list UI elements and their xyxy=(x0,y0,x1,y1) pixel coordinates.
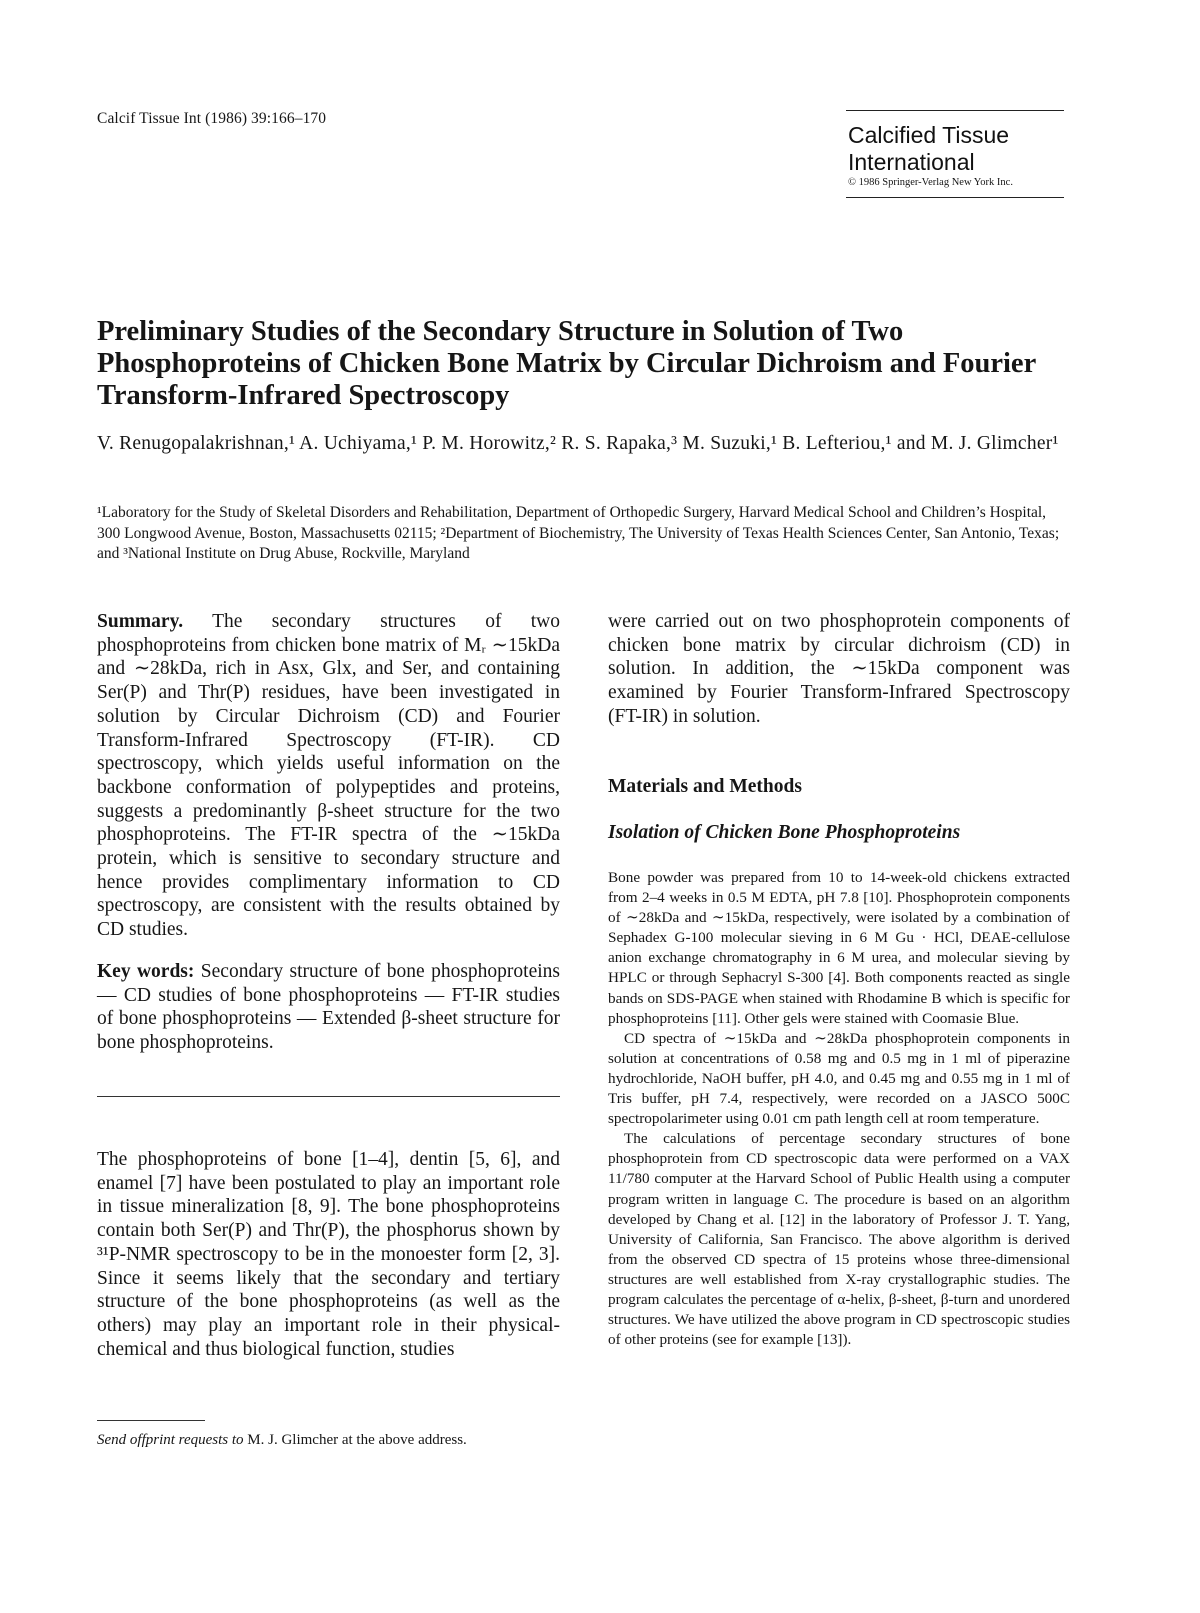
running-head: Calcif Tissue Int (1986) 39:166–170 xyxy=(97,110,327,127)
author-list: V. Renugopalakrishnan,¹ A. Uchiyama,¹ P. M. Horowitz,² R. S. Rapaka,³ M. Suzuki,¹ B. Lefteriou,¹ and M. J. Glimcher¹ xyxy=(97,433,1059,454)
footnote-rule xyxy=(97,1420,205,1421)
methods-paragraph: The calculations of percentage secondary structures of bone phosphoprotein from CD spectroscopic data were performed on a VAX 11/780 computer at the Harvard School of Public Health using a computer program written in language C. The procedure is based on an algorithm developed by Chang et al. [12] in the laboratory of Professor J. T. Yang, University of California, San Francisco. The above algorithm is derived from the observed CD spectra of 15 proteins whose three-dimensional structures are well established from X-ray crystallographic studies. The program calculates the percentage of α-helix, β-sheet, β-turn and unordered structures. We have utilized the above program in CD spectroscopic studies of other proteins (see for example [13]). xyxy=(608,1130,1070,1349)
author-affiliations: ¹Laboratory for the Study of Skeletal Disorders and Rehabilitation, Department of Orthopedic Surgery, Harvard Medical School and Children’s Hospital, 300 Longwood Avenue, Boston, Massachusetts 02115; ²Department of Biochemistry, The University of Texas Health Sciences Center, San Antonio, Texas; and ³National Institute on Drug Abuse, Rockville, Maryland xyxy=(97,504,1060,562)
subsection-heading-isolation: Isolation of Chicken Bone Phosphoproteins xyxy=(608,822,961,843)
copyright-notice: © 1986 Springer-Verlag New York Inc. xyxy=(848,177,1013,188)
journal-name-line1: Calcified Tissue xyxy=(848,122,1010,148)
section-heading-methods: Materials and Methods xyxy=(608,776,802,797)
journal-name xyxy=(848,122,1009,176)
section-divider xyxy=(97,1096,560,1097)
keywords-text: Secondary structure of bone phosphoproteins — CD studies of bone phosphoproteins — FT-IR studies of bone phosphoproteins — Extended β-sheet structure for bone phosphoproteins. xyxy=(97,961,560,1054)
masthead-bottom-rule xyxy=(846,197,1064,198)
journal-name-line2: International xyxy=(848,149,975,175)
keywords-paragraph xyxy=(97,960,560,1055)
article-title: Preliminary Studies of the Secondary Structure in Solution of Two Phosphoproteins of Chicken Bone Matrix by Circular Dichroism and Fourier Transform-Infrared Spectroscopy xyxy=(97,316,1036,411)
methods-paragraph: CD spectra of ∼15kDa and ∼28kDa phosphoprotein components in solution at concentrations of 0.58 mg and 0.5 mg in 1 ml of piperazine hydrochloride, NaOH buffer, pH 4.0, and 0.45 mg and 0.55 mg in 1 ml of Tris buffer, pH 7.4, respectively, were recorded on a JASCO 500C spectropolarimeter using 0.01 cm path length cell at room temperature. xyxy=(608,1029,1070,1128)
offprint-footnote xyxy=(97,1432,467,1449)
introduction-paragraph: The phosphoproteins of bone [1–4], dentin [5, 6], and enamel [7] have been postulated to play an important role in tissue mineralization [8, 9]. The bone phosphoproteins contain both Ser(P) and Thr(P), the phosphorus shown by ³¹P-NMR spectroscopy to be in the monoester form [2, 3]. Since it seems likely that the secondary and tertiary structure of the bone phosphoproteins (as well as the others) may play an important role in their physical-chemical and thus biological function, studies xyxy=(97,1149,560,1360)
summary-paragraph xyxy=(97,610,560,942)
keywords-label: Key words: xyxy=(97,961,195,982)
introduction-continued: were carried out on two phosphoprotein components of chicken bone matrix by circular dichroism (CD) in solution. In addition, the ∼15kDa component was examined by Fourier Transform-Infrared Spectroscopy (FT-IR) in solution. xyxy=(608,611,1070,727)
methods-body xyxy=(608,868,1070,1350)
masthead-top-rule xyxy=(846,110,1064,111)
summary-label: Summary. xyxy=(97,611,184,632)
footnote-label: Send offprint requests to xyxy=(97,1432,244,1448)
methods-paragraph: Bone powder was prepared from 10 to 14-week-old chickens extracted from 2–4 weeks in 0.5 M EDTA, pH 7.8 [10]. Phosphoprotein components of ∼28kDa and ∼15kDa, respectively, were isolated by a combination of Sephadex G-100 molecular sieving in 6 M Gu · HCl, DEAE-cellulose anion exchange chromatography in 6 M urea, and molecular sieving by HPLC or through Sephacryl S-300 [4]. Both components reacted as single bands on SDS-PAGE when stained with Rhodamine B which is specific for phosphoproteins [11]. Other gels were stained with Coomasie Blue. xyxy=(608,869,1070,1027)
summary-text: The secondary structures of two phosphoproteins from chicken bone matrix of Mᵣ ∼15kDa and ∼28kDa, rich in Asx, Glx, and Ser, and containing Ser(P) and Thr(P) residues, have been investigated in solution by Circular Dichroism (CD) and Fourier Transform-Infrared Spectroscopy (FT-IR). CD spectroscopy, which yields useful information on the backbone conformation of polypeptides and proteins, suggests a predominantly β-sheet structure for the two phosphoproteins. The FT-IR spectra of the ∼15kDa protein, which is sensitive to secondary structure and hence provides complimentary information to CD spectroscopy, are consistent with the results obtained by CD studies. xyxy=(97,611,561,941)
footnote-text: M. J. Glimcher at the above address. xyxy=(247,1432,467,1448)
